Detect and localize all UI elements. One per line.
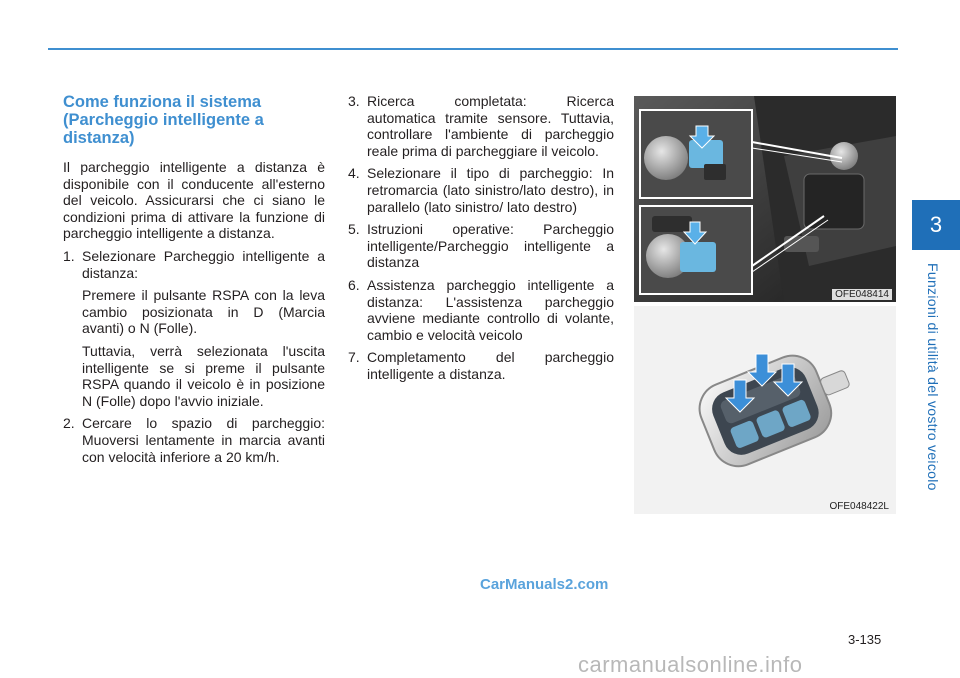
footer-watermark: carmanualsonline.info bbox=[578, 652, 803, 677]
list-item bbox=[348, 277, 614, 343]
left-column bbox=[63, 93, 325, 471]
step-subparagraph: Tuttavia, verrà selezionata l'uscita intelligente se si preme il pulsante RSPA quando il veicolo è in posizione N (Folle) dopo l'avvio iniziale. bbox=[82, 342, 325, 409]
watermark-link[interactable]: CarManuals2.com bbox=[480, 576, 609, 593]
step-number: 7. bbox=[348, 349, 360, 366]
list-item bbox=[63, 415, 325, 465]
intro-paragraph: Il parcheggio intelligente a distanza è disponibile con il conducente all'esterno del veicolo. Assicurarsi che ci siano le condizioni prima di attivare la funzione di parcheggio intelligente a distanza. bbox=[63, 159, 325, 242]
step-text: Completamento del parcheggio intelligente a distanza. bbox=[367, 349, 614, 382]
page-number: 3-135 bbox=[848, 632, 882, 647]
figure-smart-key bbox=[634, 306, 896, 514]
step-text: Assistenza parcheggio intelligente a distanza: L'assistenza parcheggio avviene mediante controllo di volante, cambio e velocità veicolo bbox=[367, 276, 614, 343]
step-text: Selezionare Parcheggio intelligente a distanza: bbox=[82, 247, 325, 281]
step-number: 4. bbox=[348, 165, 360, 182]
figure-label: OFE048422L bbox=[829, 501, 889, 512]
smart-key-illustration bbox=[634, 306, 896, 514]
list-item bbox=[348, 221, 614, 271]
step-subparagraph: Premere il pulsante RSPA con la leva cambio posizionata in D (Marcia avanti) o N (Folle). bbox=[82, 287, 325, 337]
section-heading: Come funziona il sistema (Parcheggio intelligente a distanza) bbox=[63, 93, 264, 147]
step-number: 1. bbox=[63, 247, 75, 264]
step-text: Istruzioni operative: Parcheggio intelligente/Parcheggio intelligente a distanza bbox=[367, 221, 614, 271]
list-item bbox=[348, 165, 614, 215]
step-text: Cercare lo spazio di parcheggio: Muoversi lentamente in marcia avanti con velocità inferiore a 20 km/h. bbox=[82, 415, 325, 465]
step-number: 5. bbox=[348, 221, 360, 238]
list-item bbox=[63, 248, 325, 281]
step-number: 2. bbox=[63, 415, 75, 432]
console-illustration bbox=[634, 96, 896, 302]
step-text: Selezionare il tipo di parcheggio: In retromarcia (lato sinistro/lato destro), in parallelo (lato sinistro/ lato destro) bbox=[367, 165, 614, 215]
chapter-number: 3 bbox=[929, 212, 943, 237]
chapter-tab[interactable] bbox=[912, 200, 960, 250]
header-rule bbox=[48, 48, 898, 50]
figure-label: OFE048414 bbox=[832, 289, 892, 300]
step-text: Ricerca completata: Ricerca automatica tramite sensore. Tuttavia, controllare l'ambiente di parcheggio reale prima di parcheggiare il veicolo. bbox=[367, 93, 614, 159]
list-item bbox=[348, 349, 614, 382]
list-item bbox=[348, 93, 614, 159]
chapter-side-title: Funzioni di utilità del vostro veicolo bbox=[925, 263, 941, 491]
figure-console-rspa-button bbox=[634, 96, 896, 302]
middle-column bbox=[348, 93, 614, 389]
step-number: 6. bbox=[348, 276, 360, 293]
step-number: 3. bbox=[348, 93, 360, 109]
